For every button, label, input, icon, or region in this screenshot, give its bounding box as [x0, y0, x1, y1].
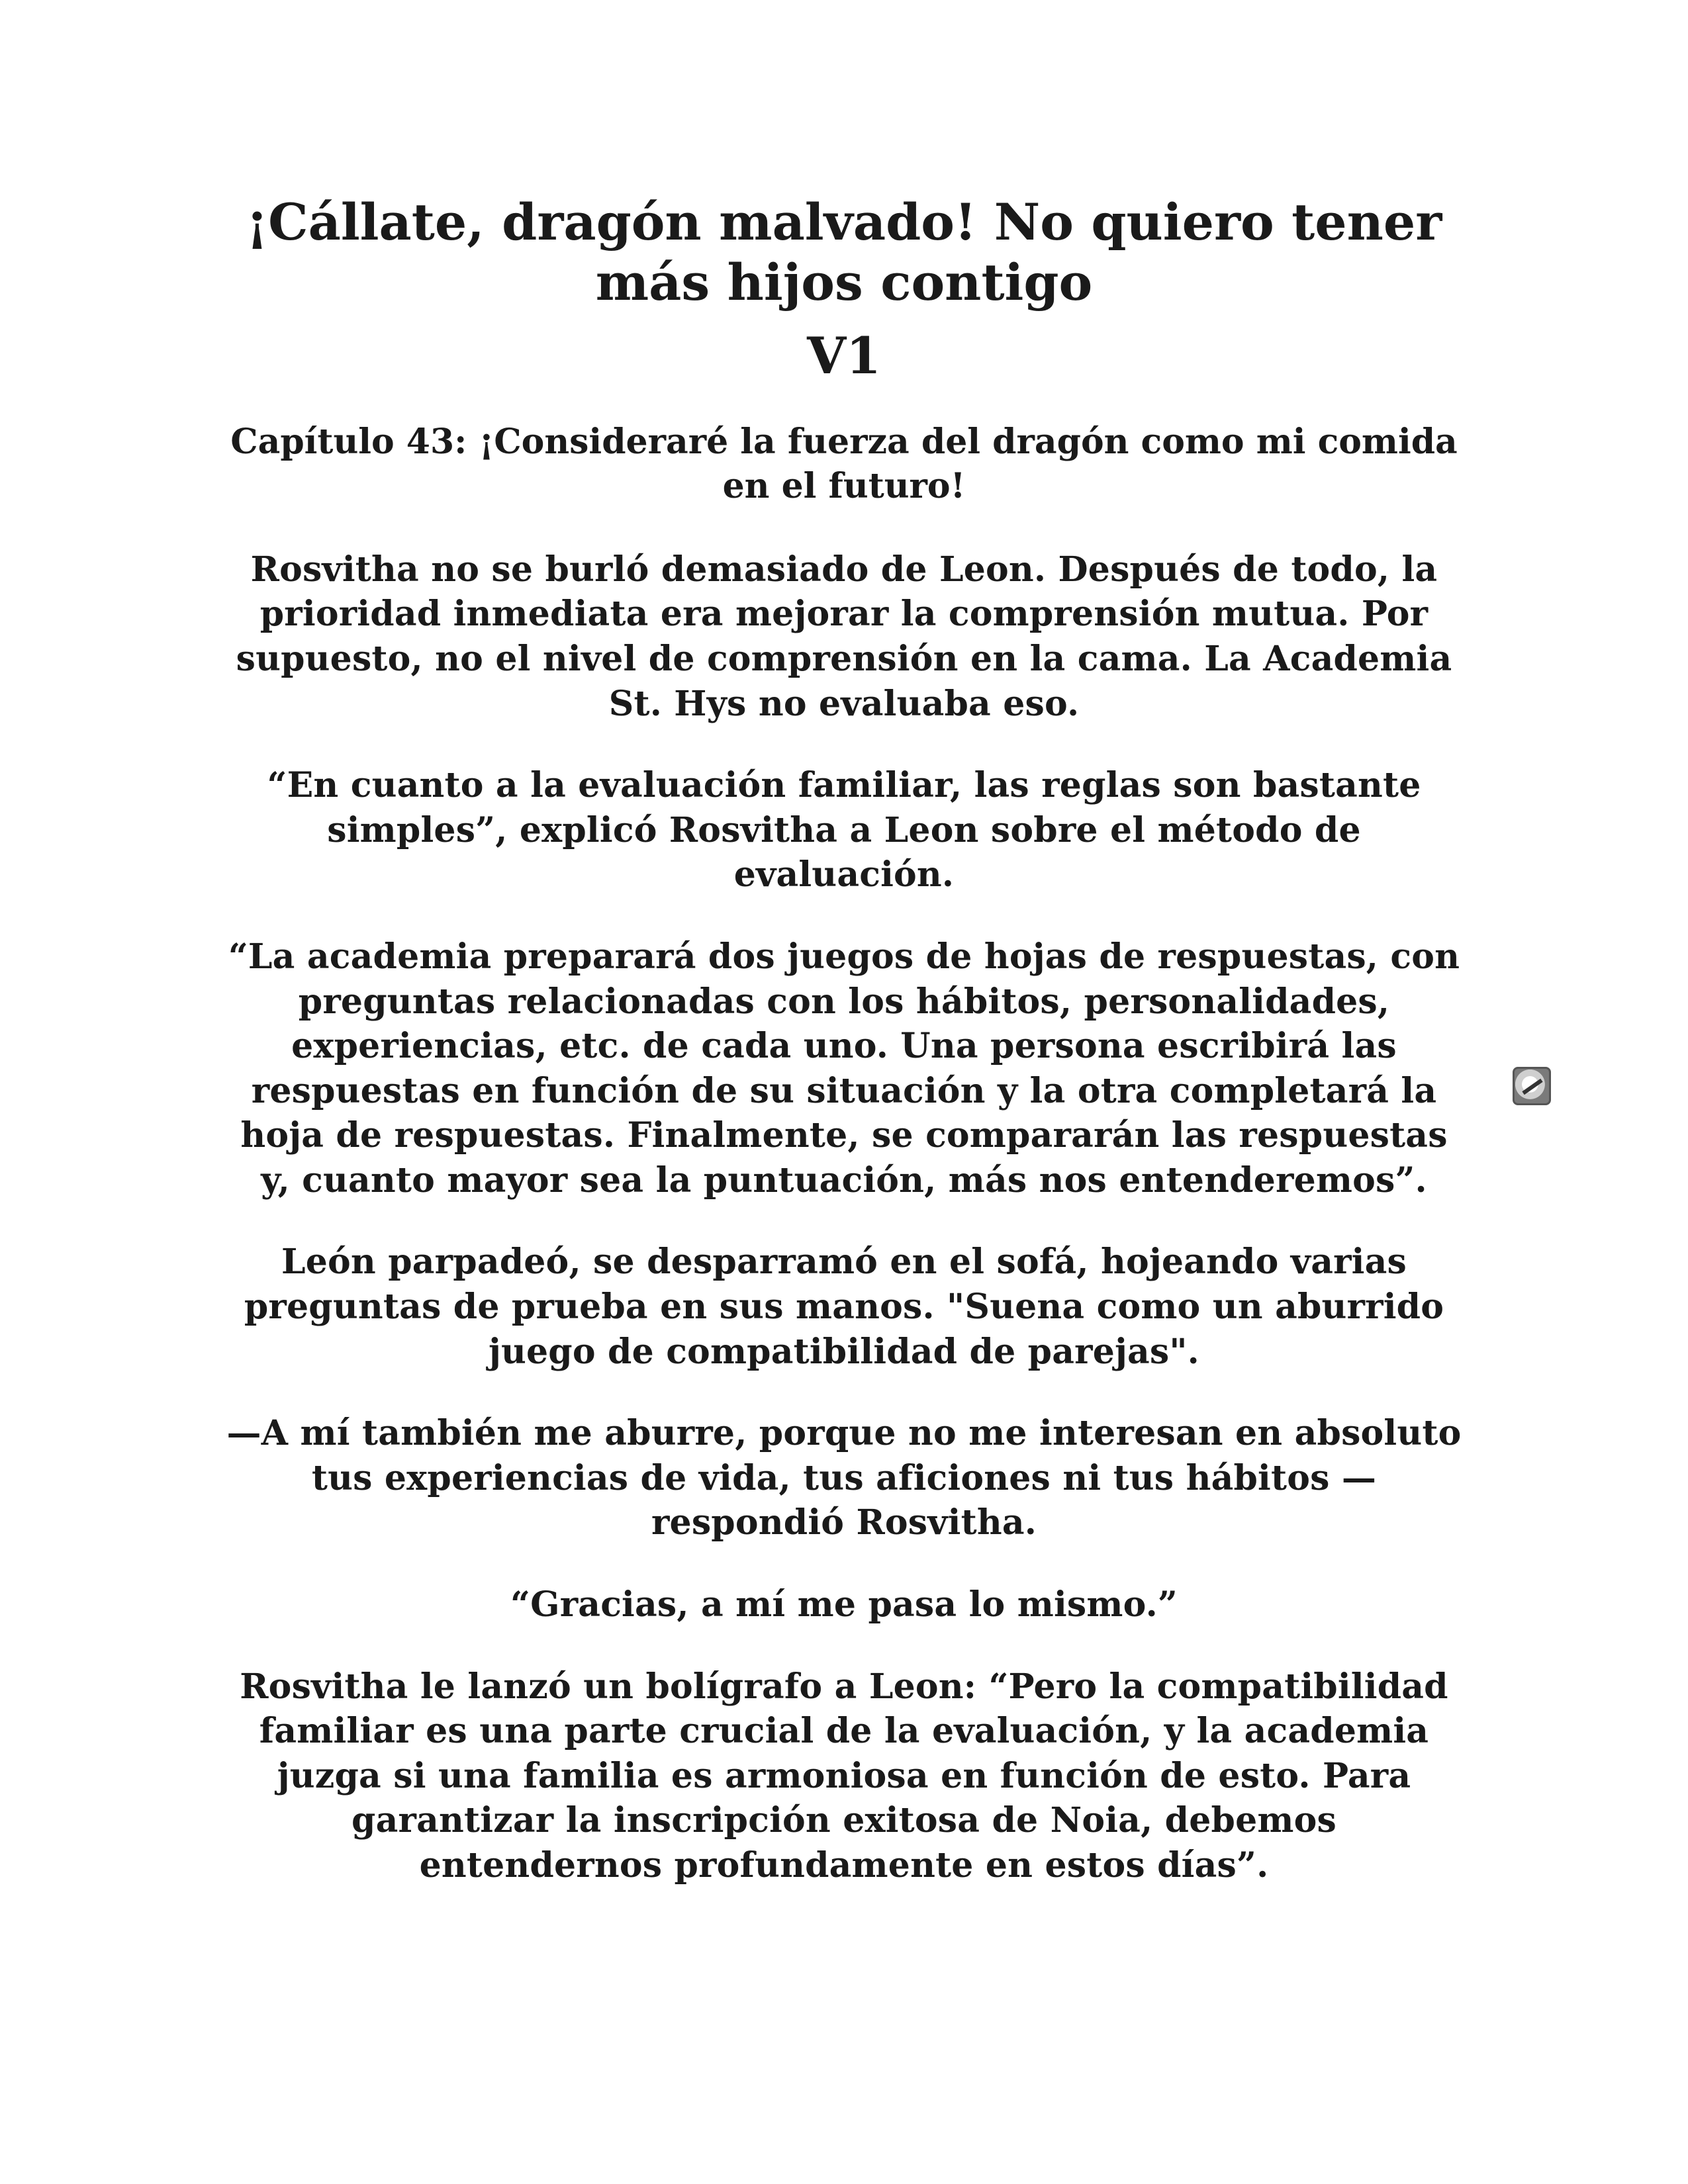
paragraph-2: “En cuanto a la evaluación familiar, las reglas son bastante simples”, explicó Rosvitha a Leon sobre el método de evaluación.	[267, 765, 1421, 895]
paragraph-4: León parpadeó, se desparramó en el sofá, hojeando varias preguntas de prueba en sus manos. "Suena como un aburrido juego de compatibilidad de parejas".	[244, 1242, 1444, 1372]
paragraph-3: “La academia preparará dos juegos de hojas de respuestas, con preguntas relacionadas con los hábitos, personalidades, experiencias, etc. de cada uno. Una persona escribirá las respuestas en función de su situación y la otra completará la hoja de respuestas. Finalmente, se compararán las respuestas y, cuanto mayor sea la puntuación, más nos entenderemos”.	[228, 936, 1460, 1201]
paragraph-5: —A mí también me aburre, porque no me interesan en absoluto tus experiencias de vida, tus aficiones ni tus hábitos —respondió Rosvitha.	[226, 1413, 1462, 1543]
chapter-heading: Capítulo 43: ¡Consideraré la fuerza del dragón como mi comida en el futuro!	[230, 421, 1458, 507]
paragraph-7: Rosvitha le lanzó un bolígrafo a Leon: “Pero la compatibilidad familiar es una parte crucial de la evaluación, y la academia juzga si una familia es armoniosa en función de esto. Para garantizar la inscripción exitosa de Noia, debemos entendernos profundamente en estos días”.	[240, 1666, 1448, 1886]
watermark-logo-icon	[1513, 1067, 1551, 1105]
paragraph-6: “Gracias, a mí me pasa lo mismo.”	[510, 1584, 1178, 1625]
paragraph-1: Rosvitha no se burló demasiado de Leon. Después de todo, la prioridad inmediata era mejorar la comprensión mutua. Por supuesto, no el nivel de comprensión en la cama. La Academia St. Hys no evaluaba eso.	[236, 549, 1452, 724]
document-title: ¡Cállate, dragón malvado! No quiero tener más hijos contigo	[246, 193, 1442, 312]
volume-label: V1	[807, 326, 881, 386]
document-page	[225, 192, 1463, 1925]
